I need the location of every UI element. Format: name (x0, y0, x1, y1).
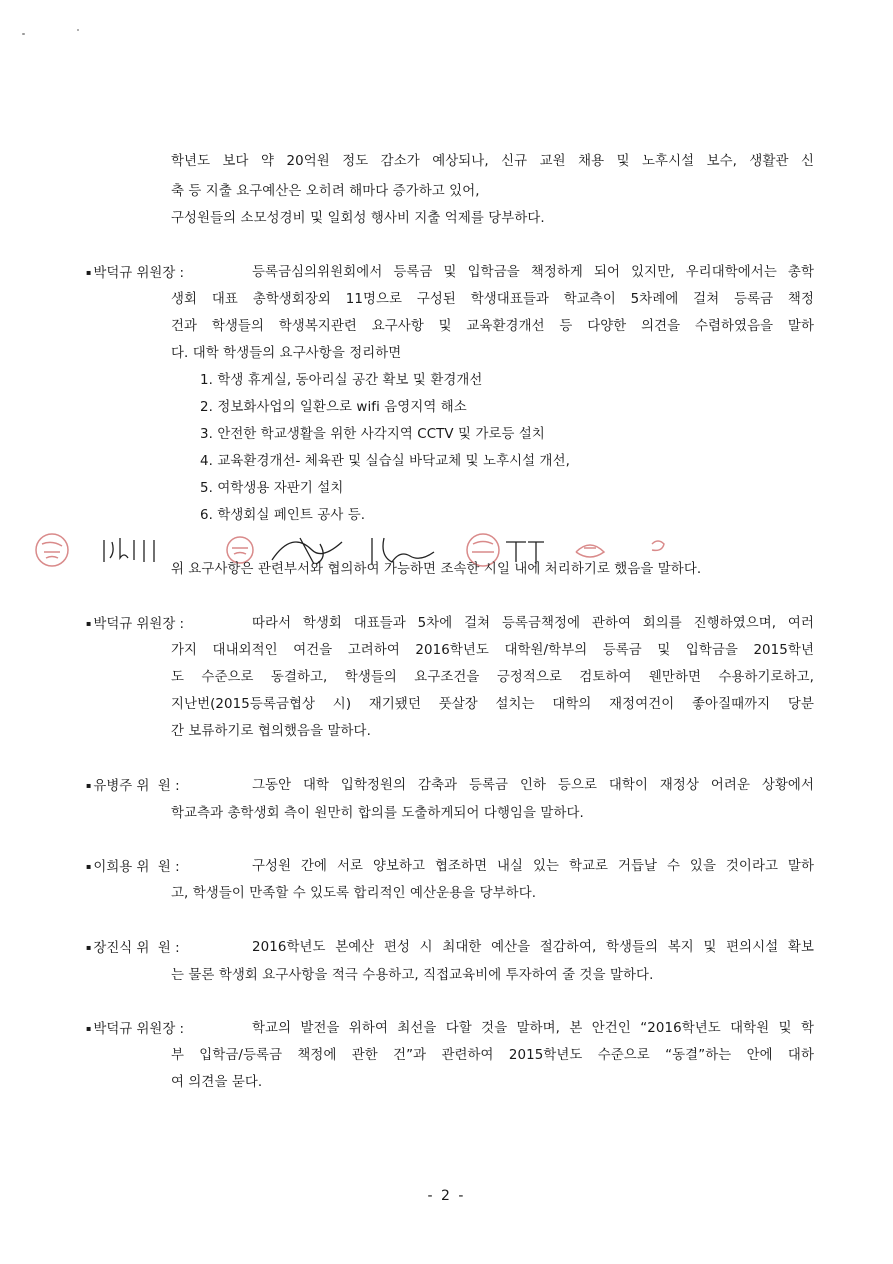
intro-line: 구성원들의 소모성경비 및 일회성 행사비 지출 억제를 당부하다. (171, 211, 545, 226)
speech-line: 따라서 학생회 대표들과 5차에 걸쳐 등록금책정에 관하여 회의를 진행하였으며, 여러 (252, 616, 814, 631)
speech-line: 다. 대학 학생들의 요구사항을 정리하면 (171, 346, 402, 361)
speech-line: 도 수준으로 동결하고, 학생들의 요구조건을 긍정적으로 검토하여 웬만하면 수용하기로하고, (171, 670, 814, 685)
speaker-label (86, 264, 184, 283)
speech-line: 여 의견을 묻다. (171, 1075, 263, 1090)
speech-line: 지난번(2015등록금협상 시) 재기됐던 풋살장 설치는 대학의 재정여건이 좋아질때까지 당분 (171, 697, 814, 712)
speaker-label (86, 1020, 184, 1039)
scan-speck (77, 29, 79, 31)
list-item: 1. 학생 휴게실, 동아리실 공간 확보 및 환경개선 (200, 373, 483, 388)
speech-line: 가지 대내외적인 여건을 고려하여 2016학년도 대학원/학부의 등록금 및 입학금을 2015학년 (171, 643, 814, 658)
page-number: - 2 - (427, 1188, 466, 1204)
speaker-name: 유병주 위 원 : (93, 779, 180, 794)
speech-line: 2016학년도 본예산 편성 시 최대한 예산을 절감하여, 학생들의 복지 및 편의시설 확보 (252, 940, 814, 955)
scan-speck (22, 33, 25, 35)
speech-line: 건과 학생들의 학생복지관련 요구사항 및 교육환경개선 등 다양한 의견을 수렴하였음을 말하 (171, 319, 814, 334)
speech-line: 그동안 대학 입학정원의 감축과 등록금 인하 등으로 대학이 재정상 어려운 상황에서 (252, 778, 814, 793)
speaker-name: 박덕규 위원장 : (93, 266, 185, 281)
bullet-icon: ▪ (86, 943, 92, 952)
list-item: 6. 학생회실 페인트 공사 등. (200, 508, 366, 523)
list-item: 4. 교육환경개선- 체육관 및 실습실 바닥교체 및 노후시설 개선, (200, 454, 570, 469)
speech-line: 는 물론 학생회 요구사항을 적극 수용하고, 직접교육비에 투자하여 줄 것을 말하다. (171, 968, 654, 983)
seal-stamp (36, 534, 68, 566)
speech-line: 부 입학금/등록금 책정에 관한 건”과 관련하여 2015학년도 수준으로 “동결”하는 안에 대하 (171, 1048, 814, 1063)
speaker-label (86, 858, 180, 877)
speech-line: 등록금심의위원회에서 등록금 및 입학금을 책정하게 되어 있지만, 우리대학에서는 총학 (252, 265, 814, 280)
bullet-icon: ▪ (86, 1024, 92, 1033)
speaker-name: 박덕규 위원장 : (93, 617, 185, 632)
speech-line: 학교측과 총학생회 측이 원만히 합의를 도출하게되어 다행임을 말하다. (171, 806, 584, 821)
bullet-icon: ▪ (86, 268, 92, 277)
speech-line: 고, 학생들이 만족할 수 있도록 합리적인 예산운용을 당부하다. (171, 886, 537, 901)
seal-stamp (576, 541, 664, 557)
intro-line: 축 등 지출 요구예산은 오히려 해마다 증가하고 있어, (171, 184, 480, 199)
list-item: 3. 안전한 학교생활을 위한 사각지역 CCTV 및 가로등 설치 (200, 427, 545, 442)
speaker-name: 박덕규 위원장 : (93, 1022, 185, 1037)
intro-line: 학년도 보다 약 20억원 정도 감소가 예상되나, 신규 교원 채용 및 노후시설 보수, 생활관 신 (171, 154, 814, 169)
handwritten-signature (104, 538, 154, 562)
speech-line: 학교의 발전을 위하여 최선을 다할 것을 말하며, 본 안건인 “2016학년도 대학원 및 학 (252, 1021, 814, 1036)
list-item: 2. 정보화사업의 일환으로 wifi 음영지역 해소 (200, 400, 467, 415)
list-item: 5. 여학생용 자판기 설치 (200, 481, 344, 496)
speech-line: 구성원 간에 서로 양보하고 협조하면 내실 있는 학교로 거듭날 수 있을 것이라고 말하 (252, 859, 814, 874)
speaker-name: 이희용 위 원 : (93, 860, 180, 875)
bullet-icon: ▪ (86, 862, 92, 871)
speech-line: 생회 대표 총학생회장외 11명으로 구성된 학생대표들과 학교측이 5차례에 걸쳐 등록금 책정 (171, 292, 814, 307)
bullet-icon: ▪ (86, 619, 92, 628)
speaker-label (86, 939, 180, 958)
closing-line: 위 요구사항은 관련부서와 협의하여 가능하면 조속한 시일 내에 처리하기로 했음을 말하다. (171, 562, 702, 577)
speaker-label (86, 777, 180, 796)
speech-line: 간 보류하기로 협의했음을 말하다. (171, 724, 371, 739)
bullet-icon: ▪ (86, 781, 92, 790)
speaker-label (86, 615, 184, 634)
speaker-name: 장진식 위 원 : (93, 941, 180, 956)
seal-stamp (227, 537, 253, 563)
